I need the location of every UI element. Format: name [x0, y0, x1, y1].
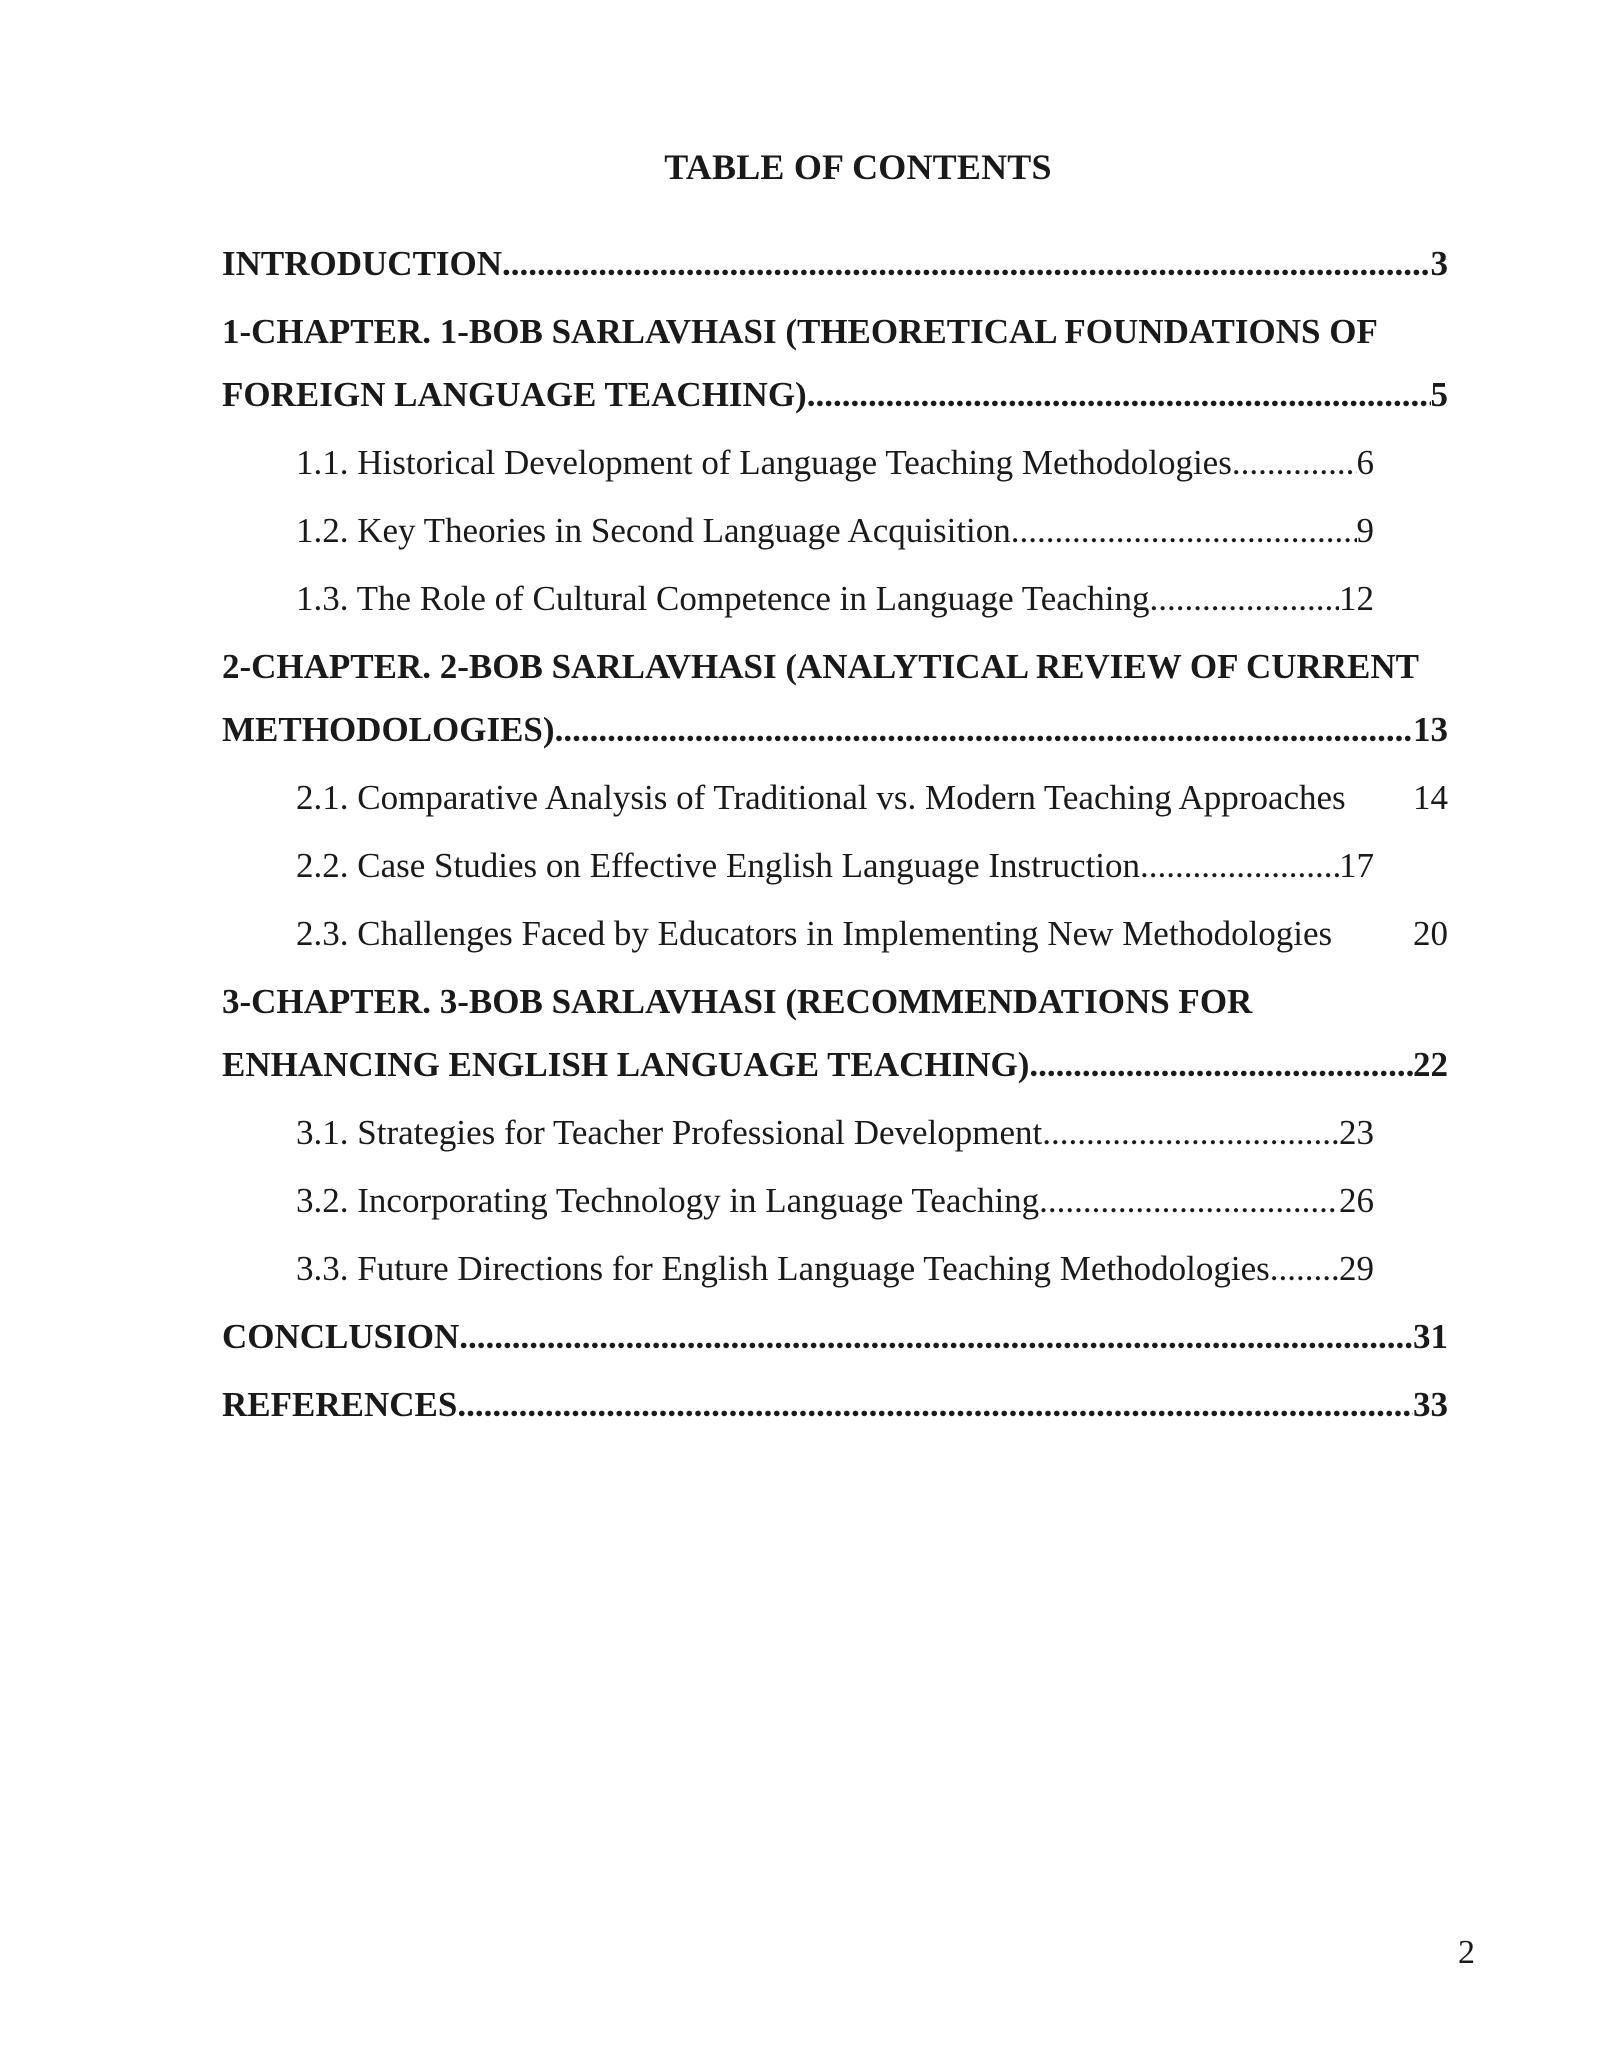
toc-entry-label: METHODOLOGIES)	[222, 710, 555, 749]
toc-entry-1-2[interactable]	[222, 499, 1374, 562]
toc-entry-3-2[interactable]	[222, 1169, 1374, 1232]
dot-leader	[457, 1373, 1413, 1436]
toc-entry-chapter-1[interactable]	[222, 363, 1448, 426]
dot-leader	[807, 363, 1431, 426]
dot-leader	[1140, 834, 1339, 897]
toc-entry-page: 6	[1356, 443, 1374, 482]
toc-entry-label: INTRODUCTION	[222, 244, 503, 283]
toc-chapter-1-title-line1[interactable]: 1-CHAPTER. 1-BOB SARLAVHASI (THEORETICAL FOUNDATIONS OF	[222, 312, 1378, 351]
toc-entry-page: 31	[1413, 1317, 1448, 1356]
toc-entry-chapter-2[interactable]	[222, 698, 1448, 761]
dot-leader	[1150, 567, 1339, 630]
toc-entry-references[interactable]	[222, 1373, 1448, 1436]
toc-entry-introduction[interactable]	[222, 232, 1448, 295]
toc-entry-page: 17	[1339, 846, 1374, 885]
toc-entry-label: FOREIGN LANGUAGE TEACHING)	[222, 375, 807, 414]
dot-leader	[1042, 1101, 1339, 1164]
toc-list	[222, 232, 1452, 1436]
toc-entry-page: 22	[1413, 1045, 1448, 1084]
toc-entry-page: 26	[1339, 1181, 1374, 1220]
toc-entry-label: REFERENCES	[222, 1385, 458, 1424]
toc-title: TABLE OF CONTENTS	[664, 147, 1052, 187]
toc-entry-label: 3.3. Future Directions for English Language Teaching Methodologies	[296, 1249, 1270, 1288]
dot-leader	[502, 232, 1430, 295]
dot-leader	[1029, 1033, 1413, 1096]
toc-entry-label: 1.2. Key Theories in Second Language Acquisition	[296, 511, 1011, 550]
toc-entry-label: ENHANCING ENGLISH LANGUAGE TEACHING)	[222, 1045, 1030, 1084]
toc-entry-2-2[interactable]	[222, 834, 1374, 897]
toc-entry-label: 2.3. Challenges Faced by Educators in Implementing New Methodologies	[296, 914, 1333, 953]
toc-entry-label: 2.2. Case Studies on Effective English Language Instruction	[296, 846, 1141, 885]
toc-entry-page: 23	[1339, 1113, 1374, 1152]
toc-entry-3-3[interactable]	[222, 1237, 1374, 1300]
dot-leader	[1232, 431, 1357, 494]
toc-entry-page: 12	[1339, 579, 1374, 618]
toc-chapter-3-title-line1[interactable]: 3-CHAPTER. 3-BOB SARLAVHASI (RECOMMENDATIONS FOR	[222, 982, 1253, 1021]
dot-leader	[1011, 499, 1357, 562]
toc-entry-page: 13	[1413, 710, 1448, 749]
toc-entry-page: 29	[1339, 1249, 1374, 1288]
dot-leader	[555, 698, 1413, 761]
toc-entry-2-1[interactable]	[222, 766, 1448, 829]
toc-entry-label: 1.1. Historical Development of Language Teaching Methodologies	[296, 443, 1232, 482]
toc-entry-1-3[interactable]	[222, 567, 1374, 630]
toc-entry-page: 14	[1413, 778, 1448, 817]
toc-entry-page: 33	[1413, 1385, 1448, 1424]
toc-entry-chapter-3[interactable]	[222, 1033, 1448, 1096]
dot-leader	[1270, 1237, 1339, 1300]
toc-entry-1-1[interactable]	[222, 431, 1374, 494]
toc-entry-conclusion[interactable]	[222, 1305, 1448, 1368]
toc-entry-page: 5	[1430, 375, 1448, 414]
toc-entry-label: 1.3. The Role of Cultural Competence in Language Teaching	[296, 579, 1150, 618]
toc-chapter-2-title-line1[interactable]: 2-CHAPTER. 2-BOB SARLAVHASI (ANALYTICAL REVIEW OF CURRENT	[222, 647, 1420, 686]
toc-entry-page: 9	[1356, 511, 1374, 550]
page-number: 2	[1458, 1934, 1475, 1971]
toc-entry-2-3[interactable]	[222, 902, 1448, 965]
toc-entry-label: 3.2. Incorporating Technology in Language Teaching	[296, 1181, 1040, 1220]
dot-leader	[1039, 1169, 1339, 1232]
toc-entry-page: 3	[1430, 244, 1448, 283]
toc-entry-label: CONCLUSION	[222, 1317, 460, 1356]
toc-entry-label: 3.1. Strategies for Teacher Professional Development	[296, 1113, 1043, 1152]
toc-entry-page: 20	[1413, 914, 1448, 953]
dot-leader	[459, 1305, 1413, 1368]
toc-entry-label: 2.1. Comparative Analysis of Traditional vs. Modern Teaching Approaches	[296, 778, 1346, 817]
toc-entry-3-1[interactable]	[222, 1101, 1374, 1164]
